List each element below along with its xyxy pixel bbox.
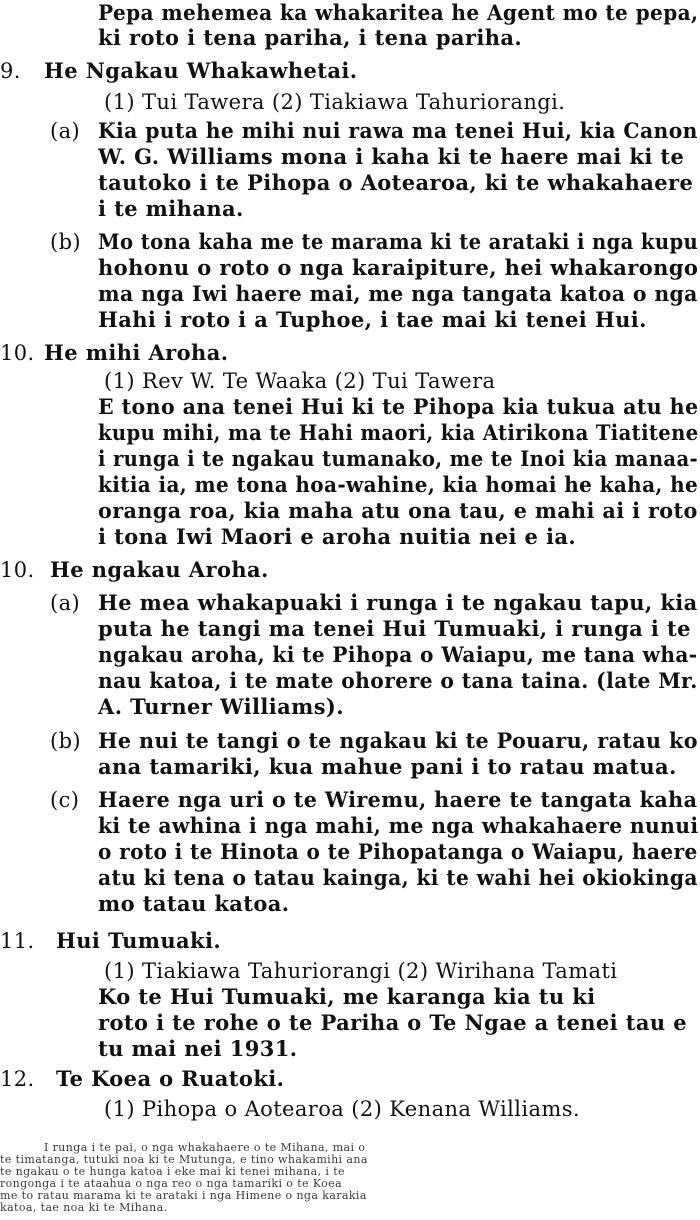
section-10b-a-label: (a): [50, 591, 81, 615]
section-11-title: Hui Tumuaki.: [56, 928, 222, 953]
section-10a-line-1: E tono ana tenei Hui ki te Pihopa kia tukua atu he: [98, 394, 699, 419]
section-10a-line-4: kitia ia, me tona hoa-wahine, kia homai he kaha, he: [98, 472, 699, 497]
section-10b-number: 10.: [0, 558, 35, 582]
section-11-number: 11.: [0, 929, 35, 953]
section-10b-b-label: (b): [50, 729, 82, 753]
section-10a-line-2: kupu mihi, ma te Hahi maori, kia Atirikona Tiatitene: [98, 420, 699, 445]
section-10a-title: He mihi Aroha.: [44, 340, 229, 365]
section-10b-a-line-4: nau katoa, i te mate ohorere o tana taina. (late Mr.: [98, 668, 698, 693]
section-10a-movers: (1) Rev W. Te Waaka (2) Tui Tawera: [104, 369, 496, 393]
section-10b-a-line-5: A. Turner Williams).: [98, 694, 344, 719]
section-9a-line-2: W. G. Williams mona i kaha ki te haere mai ki te: [98, 144, 685, 169]
section-9a-line-1: Kia puta he mihi nui rawa ma tenei Hui, kia Canon: [98, 118, 698, 143]
section-10b-title: He ngakau Aroha.: [50, 557, 269, 582]
section-11-line-3: tu mai nei 1931.: [98, 1036, 298, 1061]
section-10a-line-3: i runga i te ngakau tumanako, me te Inoi kia manaa-: [98, 446, 699, 471]
section-10b-c-label: (c): [50, 788, 80, 812]
section-10b-c-line-5: mo tatau katoa.: [98, 891, 290, 916]
section-10b-c-line-3: o roto i te Hinota o te Pihopatanga o Waiapu, haere: [98, 839, 698, 864]
section-9b-line-2: hohonu o roto o nga karaipiture, hei whakarongo: [98, 255, 699, 280]
closing-line-1: I runga i te pai, o nga whakahaere o te Mihana, mai o: [44, 1141, 366, 1154]
section-9a-line-4: i te mihana.: [98, 196, 244, 221]
section-9a-label: (a): [50, 119, 81, 143]
section-10b-b-line-1: He nui te tangi o te ngakau ki te Pouaru, ratau ko: [98, 728, 698, 753]
section-10b-a-line-2: puta he tangi ma tenei Hui Tumuaki, i runga i te: [98, 616, 691, 641]
section-9-number: 9.: [0, 59, 21, 83]
intro-line-2: ki roto i tena pariha, i tena pariha.: [98, 25, 523, 50]
section-9a-line-3: tautoko i te Pihopa o Aotearoa, ki te whakahaere: [98, 170, 694, 195]
section-11-line-1: Ko te Hui Tumuaki, me karanga kia tu ki: [98, 984, 596, 1009]
section-10b-c-line-4: atu ki tena o tatau kainga, ki te wahi hei okiokinga: [98, 865, 698, 890]
closing-line-4: rongonga i te ataahua o nga reo o nga tamariki o te Koea: [0, 1177, 343, 1190]
closing-line-6: katoa, tae noa ki te Mihana.: [0, 1201, 168, 1214]
section-10a-line-5: oranga roa, kia maha atu ona tau, e mahi ai i roto: [98, 498, 698, 523]
section-10b-a-line-3: ngakau aroha, ki te Pihopa o Waiapu, me tana wha-: [98, 642, 698, 667]
closing-line-2: te timatanga, tutuki noa ki te Mutunga, e tino whakamihi ana: [0, 1153, 368, 1166]
section-11-movers: (1) Tiakiawa Tahuriorangi (2) Wirihana Tamati: [104, 959, 618, 983]
closing-line-5: me to ratau marama ki te arataki i nga Himene o nga karakia: [0, 1189, 367, 1202]
closing-line-3: te ngakau o te hunga katoa i eke mai ki tenei mihana, i te: [0, 1165, 345, 1178]
section-10b-c-line-1: Haere nga uri o te Wiremu, haere te tangata kaha: [98, 787, 698, 812]
section-9b-line-4: Hahi i roto i a Tuphoe, i tae mai ki tenei Hui.: [98, 307, 647, 332]
section-12-title: Te Koea o Ruatoki.: [56, 1066, 285, 1091]
section-10a-number: 10.: [0, 341, 35, 365]
section-12-movers: (1) Pihopa o Aotearoa (2) Kenana Williams.: [104, 1097, 580, 1121]
section-10b-a-line-1: He mea whakapuaki i runga i te ngakau tapu, kia: [98, 590, 698, 615]
section-9b-line-1: Mo tona kaha me te marama ki te arataki i nga kupu: [98, 229, 699, 254]
section-11-line-2: roto i te rohe o te Pariha o Te Ngae a tenei tau e: [98, 1010, 688, 1035]
intro-line-1: Pepa mehemea ka whakaritea he Agent mo te pepa,: [98, 0, 699, 25]
section-9b-line-3: ma nga Iwi haere mai, me nga tangata katoa o nga: [98, 281, 698, 306]
section-9b-label: (b): [50, 230, 82, 254]
section-9-title: He Ngakau Whakawhetai.: [44, 58, 358, 83]
section-10b-c-line-2: ki te awhina i nga mahi, me nga whakahaere nunui: [98, 813, 699, 838]
section-10a-line-6: i tona Iwi Maori e aroha nuitia nei e ia.: [98, 524, 577, 549]
section-9-movers: (1) Tui Tawera (2) Tiakiawa Tahuriorangi.: [104, 90, 566, 114]
section-12-number: 12.: [0, 1067, 35, 1091]
section-10b-b-line-2: ana tamariki, kua mahue pani i to ratau matua.: [98, 754, 677, 779]
